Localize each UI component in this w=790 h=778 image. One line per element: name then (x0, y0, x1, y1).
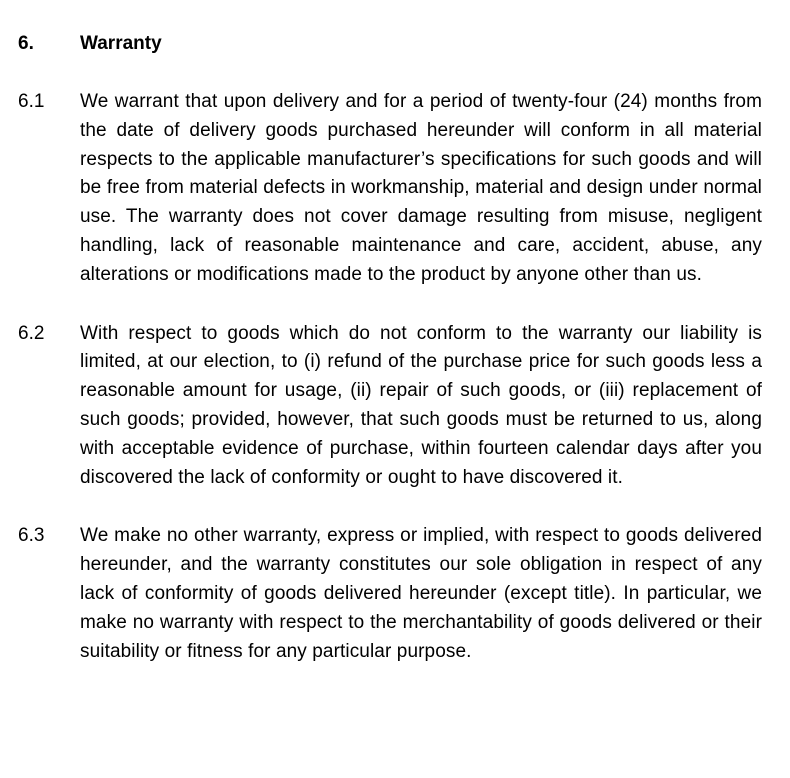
clause-text: With respect to goods which do not conform to the warranty our liability is limited, at our election, to (i) refund of the purchase price for such goods less a reasonable amount for usage, (ii) repair of such goods, or (iii) replacement of such goods; provided, however, that such goods must be returned to us, along with acceptable evidence of purchase, within fourteen calendar days after you discovered the lack of conformity or ought to have discovered it. (80, 322, 762, 488)
clause-text: We make no other warranty, express or implied, with respect to goods delivered hereunder, and the warranty constitutes our sole obligation in respect of any lack of conformity of goods delivered hereunder (except title). In particular, we make no warranty with respect to the merchantability of goods delivered or their suitability or fitness for any particular purpose. (80, 525, 762, 662)
clause-number: 6.1 (18, 91, 45, 112)
clause-number: 6.3 (18, 525, 45, 547)
clause-number: 6.2 (18, 322, 45, 344)
clause-text: We warrant that upon delivery and for a period of twenty-four (24) months from the date of delivery goods purchased hereunder will conform in all material respects to the applicable manufacturer’s specifications for such goods and will be free from material defects in workmanship, material and design under normal use. The warranty does not cover damage resulting from misuse, negligent handling, lack of reasonable maintenance and care, accident, abuse, any alterations or modifications made to the product by anyone other than us. (80, 91, 762, 285)
section-number: 6. (18, 33, 34, 54)
section-title: Warranty (80, 33, 162, 54)
clause-6-3 (18, 522, 762, 666)
clause-6-2 (18, 320, 762, 493)
clause-6-1 (18, 88, 762, 290)
section-heading (18, 30, 762, 58)
